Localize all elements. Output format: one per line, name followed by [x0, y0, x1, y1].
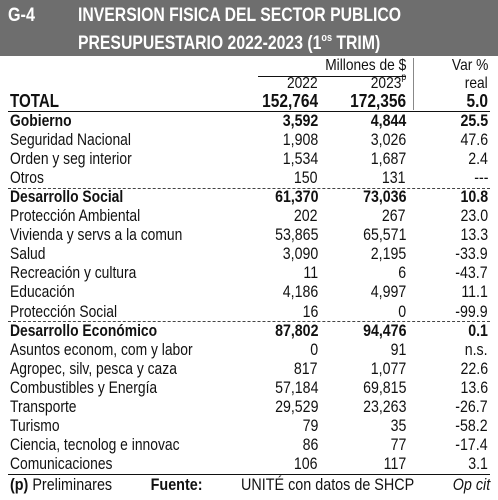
section-separator-1 — [8, 188, 490, 189]
table-row — [0, 360, 498, 379]
row-label: Educación — [10, 283, 75, 302]
total-row — [0, 92, 498, 111]
row-value-2023: 267 — [382, 207, 406, 226]
row-value-2022: 29,529 — [274, 397, 318, 416]
table-code: G-4 — [8, 5, 35, 26]
row-label: Desarrollo Social — [10, 188, 124, 207]
total-var: 5.0 — [466, 91, 488, 111]
table-row — [0, 398, 498, 417]
row-label: Ciencia, tecnolog e innovac — [10, 435, 180, 454]
row-var: 13.6 — [460, 378, 488, 397]
row-var: 3.1 — [468, 454, 488, 473]
row-var: -33.9 — [455, 245, 488, 264]
total-2022: 152,764 — [262, 91, 318, 111]
table-row — [0, 455, 498, 474]
var-header-line-1: Var % — [451, 57, 488, 74]
row-value-2023: 65,571 — [362, 226, 406, 245]
bottom-rule — [8, 474, 490, 475]
row-value-2023: 73,036 — [362, 188, 406, 207]
row-var: 23.0 — [460, 207, 488, 226]
row-value-2023: 1,077 — [370, 359, 406, 378]
table-row — [0, 112, 498, 131]
row-value-2022: 1,908 — [282, 131, 318, 150]
row-var: n.s. — [465, 340, 488, 359]
table-title — [78, 5, 427, 55]
row-value-2023: 131 — [382, 169, 406, 188]
title-line-2: PRESUPUESTARIO 2022-2023 ($1^{os}$ TRIM) — [78, 32, 381, 54]
row-value-2023: 6 — [398, 264, 406, 283]
table-row — [0, 283, 498, 302]
row-value-2023: 23,263 — [362, 397, 406, 416]
title-line-1: INVERSION FISICA DEL SECTOR PUBLICO — [78, 5, 402, 26]
row-label: Vivienda y servs a la comun — [10, 226, 183, 245]
table-header-banner — [0, 0, 498, 56]
row-var: --- — [473, 169, 488, 188]
row-value-2023: 94,476 — [362, 321, 406, 340]
row-value-2022: 817 — [294, 359, 318, 378]
table-row — [0, 322, 498, 341]
table-row — [0, 341, 498, 360]
row-value-2023: 0 — [398, 302, 406, 321]
row-value-2022: 150 — [294, 169, 318, 188]
row-var: 2.4 — [468, 150, 488, 169]
row-value-2022: 57,184 — [274, 378, 318, 397]
row-label: Comunicaciones — [10, 454, 113, 473]
row-var: -99.9 — [455, 302, 488, 321]
table-row — [0, 436, 498, 455]
row-var: 25.5 — [460, 112, 488, 130]
table-row — [0, 245, 498, 264]
row-var: -17.4 — [455, 435, 488, 454]
footer-op-cit: Op cit — [452, 476, 491, 494]
table-row — [0, 303, 498, 322]
row-label: Asuntos econom, com y labor — [10, 340, 193, 359]
table-row — [0, 264, 498, 283]
row-var: 13.3 — [460, 226, 488, 245]
table-row — [0, 150, 498, 169]
row-value-2022: 79 — [302, 416, 318, 435]
row-label: Transporte — [10, 397, 77, 416]
row-var: 11.1 — [461, 283, 488, 302]
table-row — [0, 379, 498, 398]
row-value-2022: 0 — [310, 340, 318, 359]
row-value-2023: 4,997 — [370, 283, 406, 302]
row-label: Agropec, silv, pesca y caza — [10, 359, 177, 378]
row-value-2023: 117 — [383, 454, 406, 473]
total-label: TOTAL — [10, 91, 59, 111]
var-header-line-2: real — [465, 75, 488, 92]
row-var: 10.8 — [460, 188, 488, 207]
footer-prelim: (p) Preliminares — [10, 476, 113, 494]
row-label: Recreación y cultura — [10, 264, 137, 283]
row-var: 0.1 — [468, 321, 488, 340]
row-var: 22.6 — [460, 359, 488, 378]
row-value-2023: 77 — [390, 435, 406, 454]
row-value-2023: 91 — [390, 340, 406, 359]
section-separator-2 — [8, 321, 490, 322]
row-value-2022: 53,865 — [274, 226, 318, 245]
table-row — [0, 169, 498, 188]
row-value-2022: 3,090 — [282, 245, 318, 264]
table-footer — [10, 476, 490, 495]
year-2023-header: 2023$^p$ — [370, 72, 406, 92]
total-2023: 172,356 — [350, 91, 406, 111]
row-value-2022: 16 — [302, 302, 318, 321]
row-value-2022: 3,592 — [282, 112, 318, 130]
row-value-2022: 86 — [302, 435, 318, 454]
footer-source-label: Fuente: — [150, 476, 203, 494]
row-label: Gobierno — [10, 112, 72, 130]
table-row — [0, 207, 498, 226]
row-label: Desarrollo Económico — [10, 321, 158, 340]
row-value-2022: 202 — [294, 207, 318, 226]
row-value-2023: 1,687 — [370, 150, 406, 169]
row-label: Protección Ambiental — [10, 207, 141, 226]
row-value-2023: 35 — [390, 416, 406, 435]
row-value-2023: 3,026 — [370, 131, 406, 150]
table-row — [0, 131, 498, 150]
millions-group-label: Millones de $ — [324, 57, 406, 74]
row-value-2022: 61,370 — [274, 188, 318, 207]
row-value-2022: 106 — [294, 454, 318, 473]
row-label: Orden y seg interior — [10, 150, 132, 169]
row-value-2022: 11 — [303, 264, 318, 283]
row-value-2023: 4,844 — [370, 112, 406, 130]
row-label: Otros — [10, 169, 44, 188]
row-var: -26.7 — [455, 397, 488, 416]
row-label: Turismo — [10, 416, 60, 435]
table-row — [0, 188, 498, 207]
row-value-2022: 4,186 — [282, 283, 318, 302]
row-label: Seguridad Nacional — [10, 131, 131, 150]
row-value-2023: 69,815 — [362, 378, 406, 397]
row-value-2022: 87,802 — [274, 321, 318, 340]
row-var: -58.2 — [455, 416, 488, 435]
table-row — [0, 417, 498, 436]
row-value-2022: 1,534 — [282, 150, 318, 169]
row-var: 47.6 — [460, 131, 488, 150]
row-label: Salud — [10, 245, 46, 264]
table-row — [0, 226, 498, 245]
row-label: Combustibles y Energía — [10, 378, 158, 397]
footer-source-text: UNITÉ con datos de SHCP — [241, 476, 415, 494]
year-2022-header: 2022 — [287, 75, 318, 92]
row-label: Protección Social — [10, 302, 118, 321]
row-var: -43.7 — [455, 264, 488, 283]
row-value-2023: 2,195 — [370, 245, 406, 264]
